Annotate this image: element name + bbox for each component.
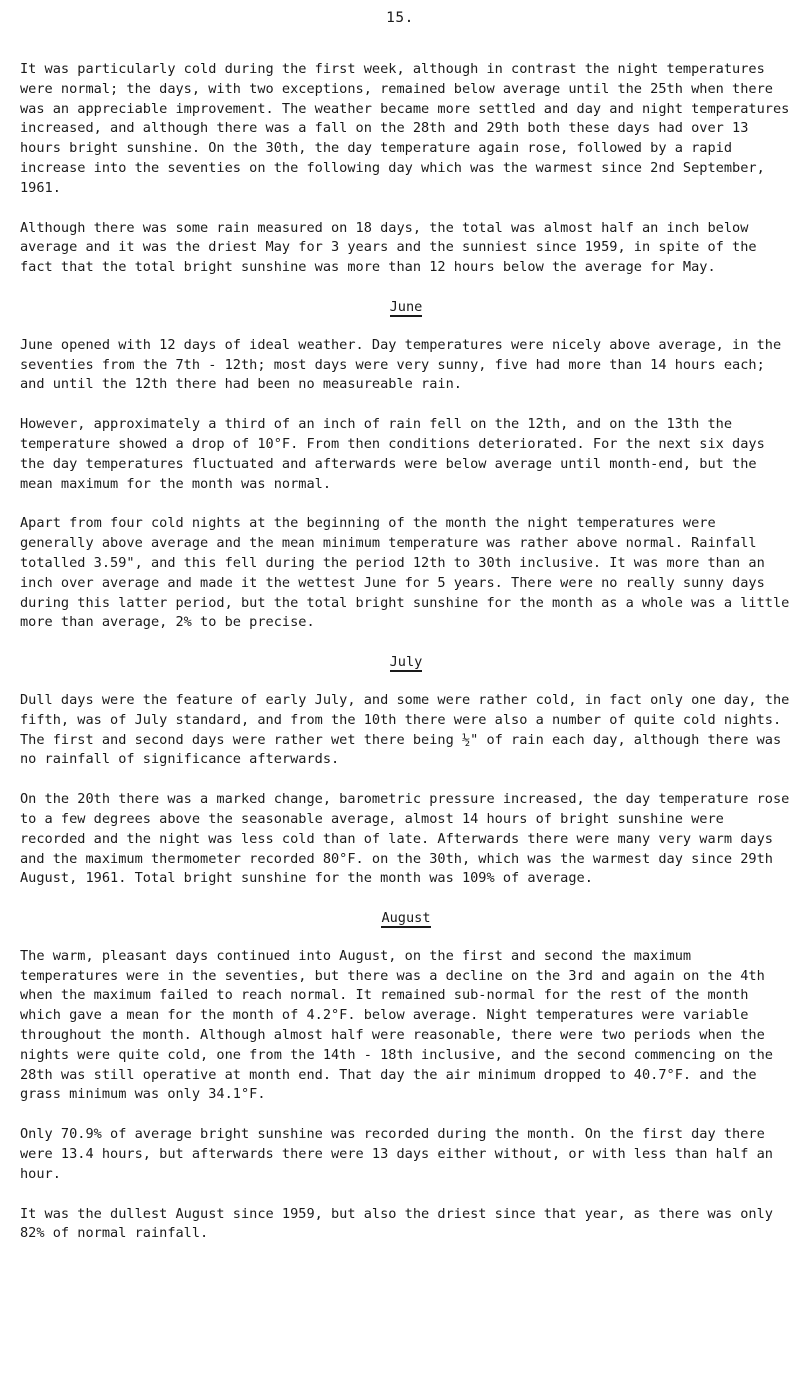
- august-heading-text: August: [381, 910, 431, 927]
- may-paragraph-2: Although there was some rain measured on 18 days, the total was almost half an inch below average and it was the driest May for 3 years and the sunniest since 1959, in spite of the fact that the total bright sunshine was more than 12 hours below the average for May.: [20, 219, 757, 276]
- june-paragraph-1: June opened with 12 days of ideal weather. Day temperatures were nicely above average, in the seventies from the 7th - 12th; most days were very sunny, five had more than 14 hours each; and until the 12th there had been no measureable rain.: [20, 336, 782, 393]
- august-paragraph-3: It was the dullest August since 1959, but also the driest since that year, as there was only 82% of normal rainfall.: [20, 1205, 773, 1242]
- page-number: 15.: [386, 10, 414, 26]
- june-paragraph-2: However, approximately a third of an inch of rain fell on the 12th, and on the 13th the temperature showed a drop of 10°F. From then conditions deteriorated. For the next six days the day temperatures fluctuated and afterwards were below average until month-end, but the mean maximum for the month was normal.: [20, 416, 765, 492]
- august-paragraph-1: The warm, pleasant days continued into August, on the first and second the maximum temperatures were in the seventies, but there was a decline on the 3rd and again on the 4th when the maximum failed to reach normal. It remained sub-normal for the rest of the month which gave a mean for the month of 4.2°F. below average. Night temperatures were variable throughout the month. Although almost half were reasonable, there were two periods when the nights were quite cold, one from the 14th - 18th inclusive, and the second commencing on the 28th was still operative at month end. That day the air minimum dropped to 40.7°F. and the grass minimum was only 34.1°F.: [20, 947, 773, 1103]
- july-heading-text: July: [389, 654, 423, 671]
- june-heading-text: June: [389, 298, 423, 315]
- document-body: [20, 60, 792, 1244]
- august-heading: [20, 909, 792, 929]
- june-heading: [20, 298, 792, 318]
- july-heading: [20, 653, 792, 673]
- august-paragraph-2: Only 70.9% of average bright sunshine was recorded during the month. On the first day there were 13.4 hours, but afterwards there were 13 days either without, or with less than half an hour.: [20, 1126, 773, 1182]
- july-paragraph-2: On the 20th there was a marked change, barometric pressure increased, the day temperature rose to a few degrees above the seasonable average, almost 14 hours of bright sunshine were recorded and the night was less cold than of late. Afterwards there were many very warm days and the maximum thermometer recorded 80°F. on the 30th, which was the warmest day since 29th August, 1961. Total bright sunshine for the month was 109% of average.: [20, 791, 790, 887]
- may-paragraph-1: It was particularly cold during the first week, although in contrast the night temperatures were normal; the days, with two exceptions, remained below average until the 25th when there was an appreciable improvement. The weather became more settled and day and night temperatures increased, and although there was a fall on the 28th and 29th both these days had over 13 hours bright sunshine. On the 30th, the day temperature again rose, followed by a rapid increase into the seventies on the following day which was the warmest since 2nd September, 1961.: [20, 61, 790, 196]
- july-paragraph-1: Dull days were the feature of early July, and some were rather cold, in fact only one day, the fifth, was of July standard, and from the 10th there were also a number of quite cold nights. The first and second days were rather wet there being ½" of rain each day, although there was no rainfall of significance afterwards.: [20, 691, 790, 768]
- june-paragraph-3: Apart from four cold nights at the beginning of the month the night temperatures were generally above average and the mean minimum temperature was rather above normal. Rainfall totalled 3.59", and this fell during the period 12th to 30th inclusive. It was more than an inch over average and made it the wettest June for 5 years. There were no really sunny days during this latter period, but the total bright sunshine for the month as a whole was a little more than average, 2% to be precise.: [20, 515, 790, 631]
